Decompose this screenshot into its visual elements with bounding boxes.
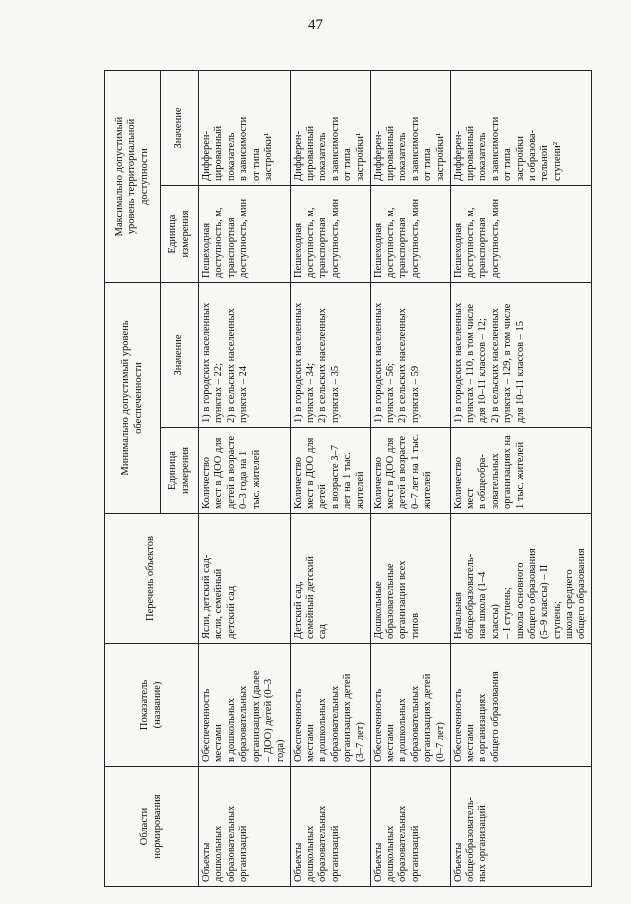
cell-max-unit bbox=[290, 186, 370, 283]
text-line: от типа bbox=[502, 148, 514, 181]
text-line: образовательных bbox=[329, 685, 341, 762]
text-line: 2) в сельских населенных bbox=[225, 308, 237, 423]
cell-max-value bbox=[290, 71, 370, 186]
text-line: местами bbox=[465, 724, 476, 762]
text-line: доступность, м, bbox=[385, 207, 396, 278]
text-line: типов bbox=[409, 612, 421, 639]
text-line: местами bbox=[305, 724, 316, 762]
header-objects: Перечень объектов bbox=[105, 514, 199, 644]
text-line: 2) в сельских населенных bbox=[317, 308, 329, 423]
text-line: Пешеходная bbox=[292, 222, 304, 278]
text-line: образовательных bbox=[409, 685, 421, 762]
text-line: Начальная bbox=[452, 592, 464, 639]
table-row bbox=[290, 71, 370, 887]
cell-min-unit bbox=[450, 428, 591, 514]
cell-objects bbox=[199, 514, 291, 644]
text-line: транспортная bbox=[397, 217, 409, 278]
text-line: общеобразователь- bbox=[465, 553, 476, 639]
cell-area bbox=[450, 767, 591, 887]
text-line: Количество bbox=[372, 456, 384, 509]
text-line: (5–9 классы) – II bbox=[539, 564, 551, 639]
text-line: для 10–11 классов – 12; bbox=[477, 318, 489, 423]
text-line: доступность, мин bbox=[489, 198, 501, 278]
text-line: Обеспеченность bbox=[292, 688, 304, 762]
text-line: Дифферен- bbox=[372, 130, 384, 181]
text-line: образовательных bbox=[317, 805, 329, 882]
text-line: измерения bbox=[179, 210, 191, 258]
text-line: доступность, м, bbox=[305, 207, 316, 278]
cell-min-value bbox=[370, 283, 450, 428]
text-line: Объекты bbox=[292, 842, 304, 882]
page-number: 47 bbox=[308, 17, 323, 33]
text-line: мест в ДОО для bbox=[305, 437, 316, 509]
text-line: организациях детей bbox=[422, 673, 434, 762]
text-line: организации всех bbox=[397, 560, 409, 639]
text-line: организациях (далее bbox=[250, 670, 262, 762]
text-line: общего образования bbox=[526, 548, 538, 639]
cell-max-unit bbox=[370, 186, 450, 283]
text-line: дошкольных bbox=[385, 825, 396, 882]
text-line: Пешеходная bbox=[201, 222, 212, 278]
text-line: пунктах – 24 bbox=[238, 365, 250, 423]
header-min-value: Значение bbox=[161, 283, 199, 428]
text-line: нормирования bbox=[151, 794, 163, 859]
text-line: семейный детский bbox=[305, 555, 316, 639]
text-line: образовательных bbox=[238, 685, 250, 762]
cell-min-unit bbox=[370, 428, 450, 514]
text-line: ная школа (1–4 bbox=[477, 571, 489, 639]
text-line: цированный bbox=[465, 125, 476, 181]
text-line: Количество bbox=[452, 456, 464, 509]
text-line: 2) в сельских населенных bbox=[397, 308, 409, 423]
text-line: доступности bbox=[138, 148, 150, 205]
text-line: детей в возрасте bbox=[225, 435, 237, 509]
text-line: Показатель bbox=[139, 679, 151, 731]
text-line: тельной bbox=[539, 145, 551, 181]
text-line: дошкольных bbox=[213, 825, 225, 882]
text-line: Количество bbox=[201, 456, 212, 509]
text-line: 1) в городских населенных bbox=[452, 302, 464, 423]
text-line: пунктах – 110, в том числе bbox=[465, 303, 476, 423]
text-line: образовательных bbox=[397, 805, 409, 882]
text-line: года) bbox=[275, 739, 287, 762]
text-line: от типа bbox=[250, 148, 262, 181]
text-line: Дошкольные bbox=[372, 581, 384, 639]
text-line: организациях детей bbox=[342, 673, 354, 762]
text-line: общеобразователь- bbox=[465, 796, 476, 882]
text-line: в возрасте 3–7 bbox=[329, 444, 341, 509]
cell-min-value bbox=[290, 283, 370, 428]
text-line: школа основного bbox=[514, 562, 526, 639]
header-min-level bbox=[105, 283, 161, 514]
text-line: Пешеходная bbox=[452, 222, 464, 278]
text-line: Области bbox=[139, 807, 151, 846]
header-indicator bbox=[105, 644, 199, 767]
text-line: детский сад bbox=[225, 585, 237, 639]
text-line: пунктах – 59 bbox=[409, 365, 421, 423]
header-max-level bbox=[105, 71, 161, 283]
text-line: пунктах – 22; bbox=[213, 363, 225, 423]
text-line: 0–7 лет на 1 тыс. bbox=[409, 433, 421, 509]
cell-max-unit bbox=[450, 186, 591, 283]
text-line: застройки¹ bbox=[262, 132, 274, 181]
table-row bbox=[450, 71, 591, 887]
text-line: зовательных bbox=[489, 453, 501, 509]
text-line: (0–7 лет) bbox=[434, 722, 446, 762]
text-line: и образова- bbox=[526, 129, 538, 181]
text-line: от типа bbox=[422, 148, 434, 181]
text-line: Детский сад, bbox=[292, 581, 304, 639]
text-line: пунктах – 56; bbox=[385, 363, 396, 423]
text-line: Объекты bbox=[452, 842, 464, 882]
text-line: показатель bbox=[317, 132, 329, 181]
text-line: цированный bbox=[213, 125, 225, 181]
text-line: мест bbox=[465, 488, 476, 509]
text-line: Минимально допустимый уровень bbox=[120, 320, 132, 476]
text-line: Объекты bbox=[372, 842, 384, 882]
text-line: показатель bbox=[397, 132, 409, 181]
rotated-table-container bbox=[104, 71, 588, 887]
text-line: в зависимости bbox=[329, 116, 341, 181]
text-line: в дошкольных bbox=[225, 698, 237, 762]
text-line: организаций bbox=[409, 825, 421, 882]
text-line: детей bbox=[317, 484, 329, 509]
cell-area bbox=[199, 767, 291, 887]
cell-indicator bbox=[290, 644, 370, 767]
table-row bbox=[370, 71, 450, 887]
cell-indicator bbox=[199, 644, 291, 767]
text-line: от типа bbox=[342, 148, 354, 181]
text-line: 1 тыс. жителей bbox=[514, 441, 526, 509]
cell-max-value bbox=[450, 71, 591, 186]
text-line: жителей bbox=[354, 471, 366, 509]
cell-max-unit bbox=[199, 186, 291, 283]
text-line: 0–3 года на 1 bbox=[238, 450, 250, 509]
text-line: доступность, мин bbox=[409, 198, 421, 278]
text-line: пунктах – 34; bbox=[305, 363, 316, 423]
text-line: пунктах – 129, в том числе bbox=[502, 303, 514, 423]
text-line: сад bbox=[317, 624, 329, 639]
text-line: лет на 1 тыс. bbox=[342, 452, 354, 509]
header-max-unit bbox=[161, 186, 199, 283]
text-line: ступени² bbox=[551, 141, 563, 181]
text-line: в организациях bbox=[477, 693, 489, 762]
text-line: Количество bbox=[292, 456, 304, 509]
text-line: цированный bbox=[385, 125, 396, 181]
text-line: организаций bbox=[329, 825, 341, 882]
text-line: в зависимости bbox=[409, 116, 421, 181]
text-line: общего образования bbox=[489, 671, 501, 762]
text-line: классы) bbox=[489, 604, 501, 639]
text-line: 1) в городских населенных bbox=[201, 302, 212, 423]
cell-min-unit bbox=[290, 428, 370, 514]
cell-objects bbox=[290, 514, 370, 644]
text-line: образовательные bbox=[385, 563, 396, 639]
text-line: показатель bbox=[225, 132, 237, 181]
text-line: уровень территориальной bbox=[126, 118, 138, 235]
text-line: местами bbox=[213, 724, 225, 762]
text-line: организациях на bbox=[502, 435, 514, 509]
text-line: Обеспеченность bbox=[372, 688, 384, 762]
text-line: застройки bbox=[514, 135, 526, 181]
cell-indicator bbox=[450, 644, 591, 767]
text-line: местами bbox=[385, 724, 396, 762]
text-line: доступность, м, bbox=[465, 207, 476, 278]
text-line: Пешеходная bbox=[372, 222, 384, 278]
text-line: доступность, м, bbox=[213, 207, 225, 278]
text-line: измерения bbox=[179, 447, 191, 494]
text-line: застройки¹ bbox=[434, 132, 446, 181]
cell-area bbox=[370, 767, 450, 887]
header-area bbox=[105, 767, 199, 887]
text-line: – I ступень; bbox=[502, 587, 514, 639]
text-line: в дошкольных bbox=[397, 698, 409, 762]
text-line: доступность, мин bbox=[329, 198, 341, 278]
standards-table bbox=[104, 70, 592, 887]
header-min-unit bbox=[161, 428, 199, 514]
text-line: Дифферен- bbox=[452, 130, 464, 181]
text-line: в общеобра- bbox=[477, 454, 489, 509]
text-line: Дифферен- bbox=[292, 130, 304, 181]
text-line: ясли, семейный bbox=[213, 568, 225, 639]
text-line: Максимально допустимый bbox=[113, 116, 125, 237]
cell-min-value bbox=[450, 283, 591, 428]
text-line: пунктах – 35 bbox=[329, 365, 341, 423]
text-line: транспортная bbox=[317, 217, 329, 278]
header-max-value: Значение bbox=[161, 71, 199, 186]
table-row bbox=[199, 71, 291, 887]
text-line: жителей bbox=[422, 471, 434, 509]
text-line: для 10–11 классов – 15 bbox=[514, 320, 526, 423]
text-line: Ясли, детский сад- bbox=[201, 554, 212, 639]
text-line: (название) bbox=[151, 681, 163, 729]
text-line: транспортная bbox=[477, 217, 489, 278]
cell-indicator bbox=[370, 644, 450, 767]
text-line: 1) в городских населенных bbox=[372, 302, 384, 423]
cell-max-value bbox=[199, 71, 291, 186]
text-line: Обеспеченность bbox=[452, 688, 464, 762]
text-line: общего образования bbox=[576, 548, 588, 639]
text-line: показатель bbox=[477, 132, 489, 181]
text-line: Единица bbox=[167, 451, 179, 490]
cell-min-unit bbox=[199, 428, 291, 514]
text-line: детей в возрасте bbox=[397, 435, 409, 509]
cell-max-value bbox=[370, 71, 450, 186]
cell-min-value bbox=[199, 283, 291, 428]
text-line: доступность, мин bbox=[238, 198, 250, 278]
text-line: тыс. жителей bbox=[250, 449, 262, 509]
text-line: ных организаций bbox=[477, 805, 489, 882]
text-line: дошкольных bbox=[305, 825, 316, 882]
text-line: мест в ДОО для bbox=[385, 437, 396, 509]
text-line: школа среднего bbox=[564, 569, 575, 639]
cell-area bbox=[290, 767, 370, 887]
cell-objects bbox=[370, 514, 450, 644]
text-line: организаций bbox=[238, 825, 250, 882]
text-line: застройки¹ bbox=[354, 132, 366, 181]
text-line: – ДОО) детей (0–3 bbox=[262, 678, 274, 762]
text-line: Единица bbox=[167, 214, 179, 254]
text-line: ступень; bbox=[551, 601, 563, 639]
text-line: 2) в сельских населенных bbox=[489, 308, 501, 423]
text-line: Обеспеченность bbox=[201, 688, 212, 762]
text-line: в зависимости bbox=[238, 116, 250, 181]
cell-objects bbox=[450, 514, 591, 644]
text-line: (3–7 лет) bbox=[354, 722, 366, 762]
text-line: Дифферен- bbox=[201, 130, 212, 181]
text-line: Объекты bbox=[201, 842, 212, 882]
text-line: образовательных bbox=[225, 805, 237, 882]
text-line: в зависимости bbox=[489, 116, 501, 181]
text-line: в дошкольных bbox=[317, 698, 329, 762]
text-line: цированный bbox=[305, 125, 316, 181]
text-line: мест в ДОО для bbox=[213, 437, 225, 509]
text-line: обеспеченности bbox=[132, 362, 144, 434]
text-line: 1) в городских населенных bbox=[292, 302, 304, 423]
text-line: транспортная bbox=[225, 217, 237, 278]
